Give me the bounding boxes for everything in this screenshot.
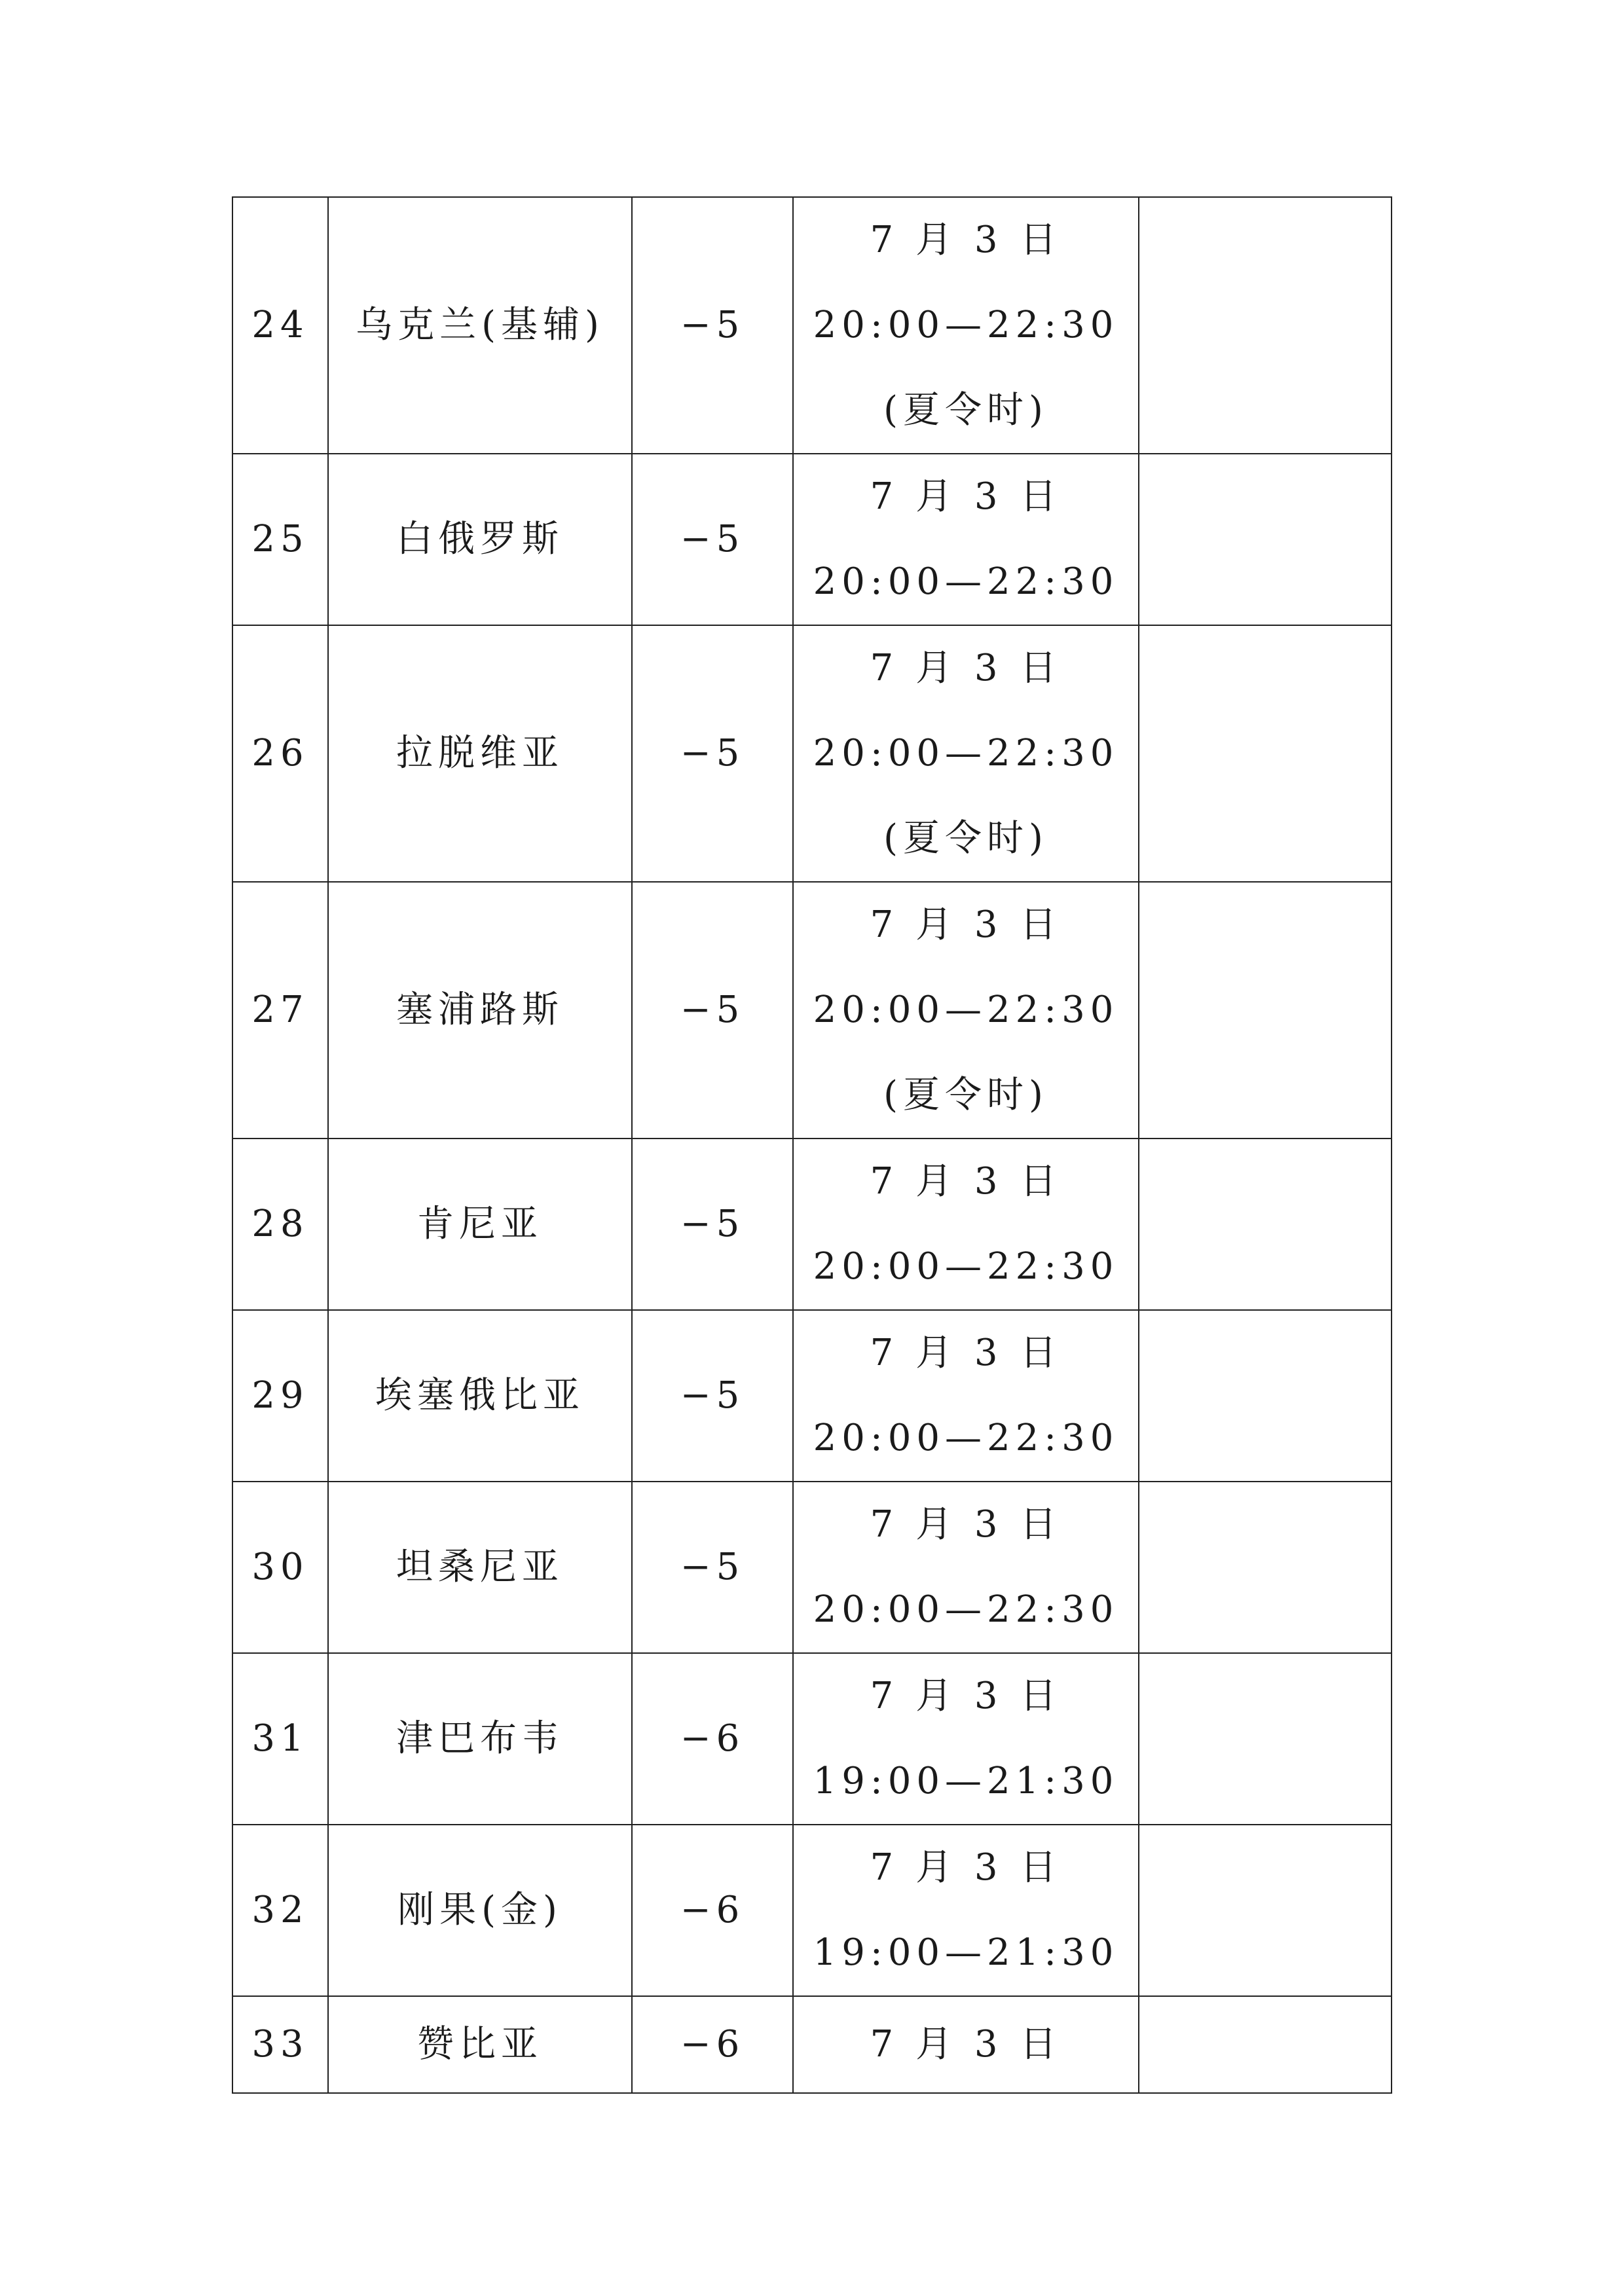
datetime-cell — [793, 1139, 1139, 1310]
row-number-cell: 26 — [232, 625, 328, 882]
remarks-cell — [1139, 197, 1392, 454]
country-cell: 坦桑尼亚 — [328, 1482, 632, 1653]
table-row — [232, 1825, 1392, 1996]
datetime-cell — [793, 1310, 1139, 1482]
datetime-time: 20:00—22:30 — [813, 304, 1119, 346]
datetime-cell — [793, 882, 1139, 1139]
remarks-cell — [1139, 1482, 1392, 1653]
datetime-time: 20:00—22:30 — [813, 1417, 1119, 1459]
table-row — [232, 1482, 1392, 1653]
datetime-cell — [793, 454, 1139, 625]
datetime-date: 7 月 3 日 — [870, 1846, 1062, 1889]
datetime-cell — [793, 625, 1139, 882]
offset-cell: −5 — [632, 197, 793, 454]
datetime-date: 7 月 3 日 — [870, 475, 1062, 518]
datetime-note: (夏令时) — [883, 817, 1048, 860]
offset-cell: −5 — [632, 1310, 793, 1482]
table-row — [232, 197, 1392, 454]
remarks-cell — [1139, 1825, 1392, 1996]
datetime-time: 20:00—22:30 — [813, 1245, 1119, 1288]
row-number-cell: 28 — [232, 1139, 328, 1310]
row-number-cell: 25 — [232, 454, 328, 625]
row-number-cell: 30 — [232, 1482, 328, 1653]
country-cell: 刚果(金) — [328, 1825, 632, 1996]
datetime-cell — [793, 1825, 1139, 1996]
row-number-cell: 33 — [232, 1996, 328, 2093]
country-cell: 赞比亚 — [328, 1996, 632, 2093]
datetime-date: 7 月 3 日 — [870, 1675, 1062, 1717]
offset-cell: −5 — [632, 1139, 793, 1310]
datetime-note: (夏令时) — [883, 1074, 1048, 1116]
datetime-time: 19:00—21:30 — [813, 1931, 1119, 1974]
offset-cell: −6 — [632, 1825, 793, 1996]
country-cell: 埃塞俄比亚 — [328, 1310, 632, 1482]
datetime-date: 7 月 3 日 — [870, 903, 1062, 946]
offset-cell: −5 — [632, 454, 793, 625]
row-number-cell: 27 — [232, 882, 328, 1139]
table-row — [232, 454, 1392, 625]
country-cell: 白俄罗斯 — [328, 454, 632, 625]
remarks-cell — [1139, 625, 1392, 882]
datetime-date: 7 月 3 日 — [870, 1332, 1062, 1374]
row-number-cell: 31 — [232, 1653, 328, 1825]
row-number-cell: 29 — [232, 1310, 328, 1482]
table-row — [232, 1653, 1392, 1825]
datetime-date: 7 月 3 日 — [870, 2023, 1062, 2066]
offset-cell: −5 — [632, 1482, 793, 1653]
datetime-note: (夏令时) — [883, 389, 1048, 431]
datetime-date: 7 月 3 日 — [870, 219, 1062, 261]
country-cell: 肯尼亚 — [328, 1139, 632, 1310]
remarks-cell — [1139, 882, 1392, 1139]
offset-cell: −5 — [632, 882, 793, 1139]
remarks-cell — [1139, 1996, 1392, 2093]
datetime-time: 20:00—22:30 — [813, 560, 1119, 603]
schedule-table-body — [232, 197, 1392, 2093]
datetime-time: 20:00—22:30 — [813, 1588, 1119, 1631]
remarks-cell — [1139, 1653, 1392, 1825]
datetime-date: 7 月 3 日 — [870, 647, 1062, 689]
table-row — [232, 1139, 1392, 1310]
table-row — [232, 625, 1392, 882]
offset-cell: −6 — [632, 1653, 793, 1825]
datetime-cell — [793, 1996, 1139, 2093]
datetime-cell — [793, 1653, 1139, 1825]
remarks-cell — [1139, 454, 1392, 625]
offset-cell: −5 — [632, 625, 793, 882]
datetime-cell — [793, 1482, 1139, 1653]
datetime-cell — [793, 197, 1139, 454]
country-cell: 乌克兰(基辅) — [328, 197, 632, 454]
datetime-date: 7 月 3 日 — [870, 1503, 1062, 1546]
country-cell: 津巴布韦 — [328, 1653, 632, 1825]
remarks-cell — [1139, 1139, 1392, 1310]
datetime-date: 7 月 3 日 — [870, 1160, 1062, 1203]
row-number-cell: 24 — [232, 197, 328, 454]
table-row — [232, 1996, 1392, 2093]
schedule-table — [232, 196, 1392, 2094]
country-cell: 拉脱维亚 — [328, 625, 632, 882]
datetime-time: 20:00—22:30 — [813, 989, 1119, 1031]
datetime-time: 19:00—21:30 — [813, 1760, 1119, 1802]
country-cell: 塞浦路斯 — [328, 882, 632, 1139]
table-row — [232, 882, 1392, 1139]
row-number-cell: 32 — [232, 1825, 328, 1996]
datetime-time: 20:00—22:30 — [813, 732, 1119, 774]
table-row — [232, 1310, 1392, 1482]
offset-cell: −6 — [632, 1996, 793, 2093]
remarks-cell — [1139, 1310, 1392, 1482]
